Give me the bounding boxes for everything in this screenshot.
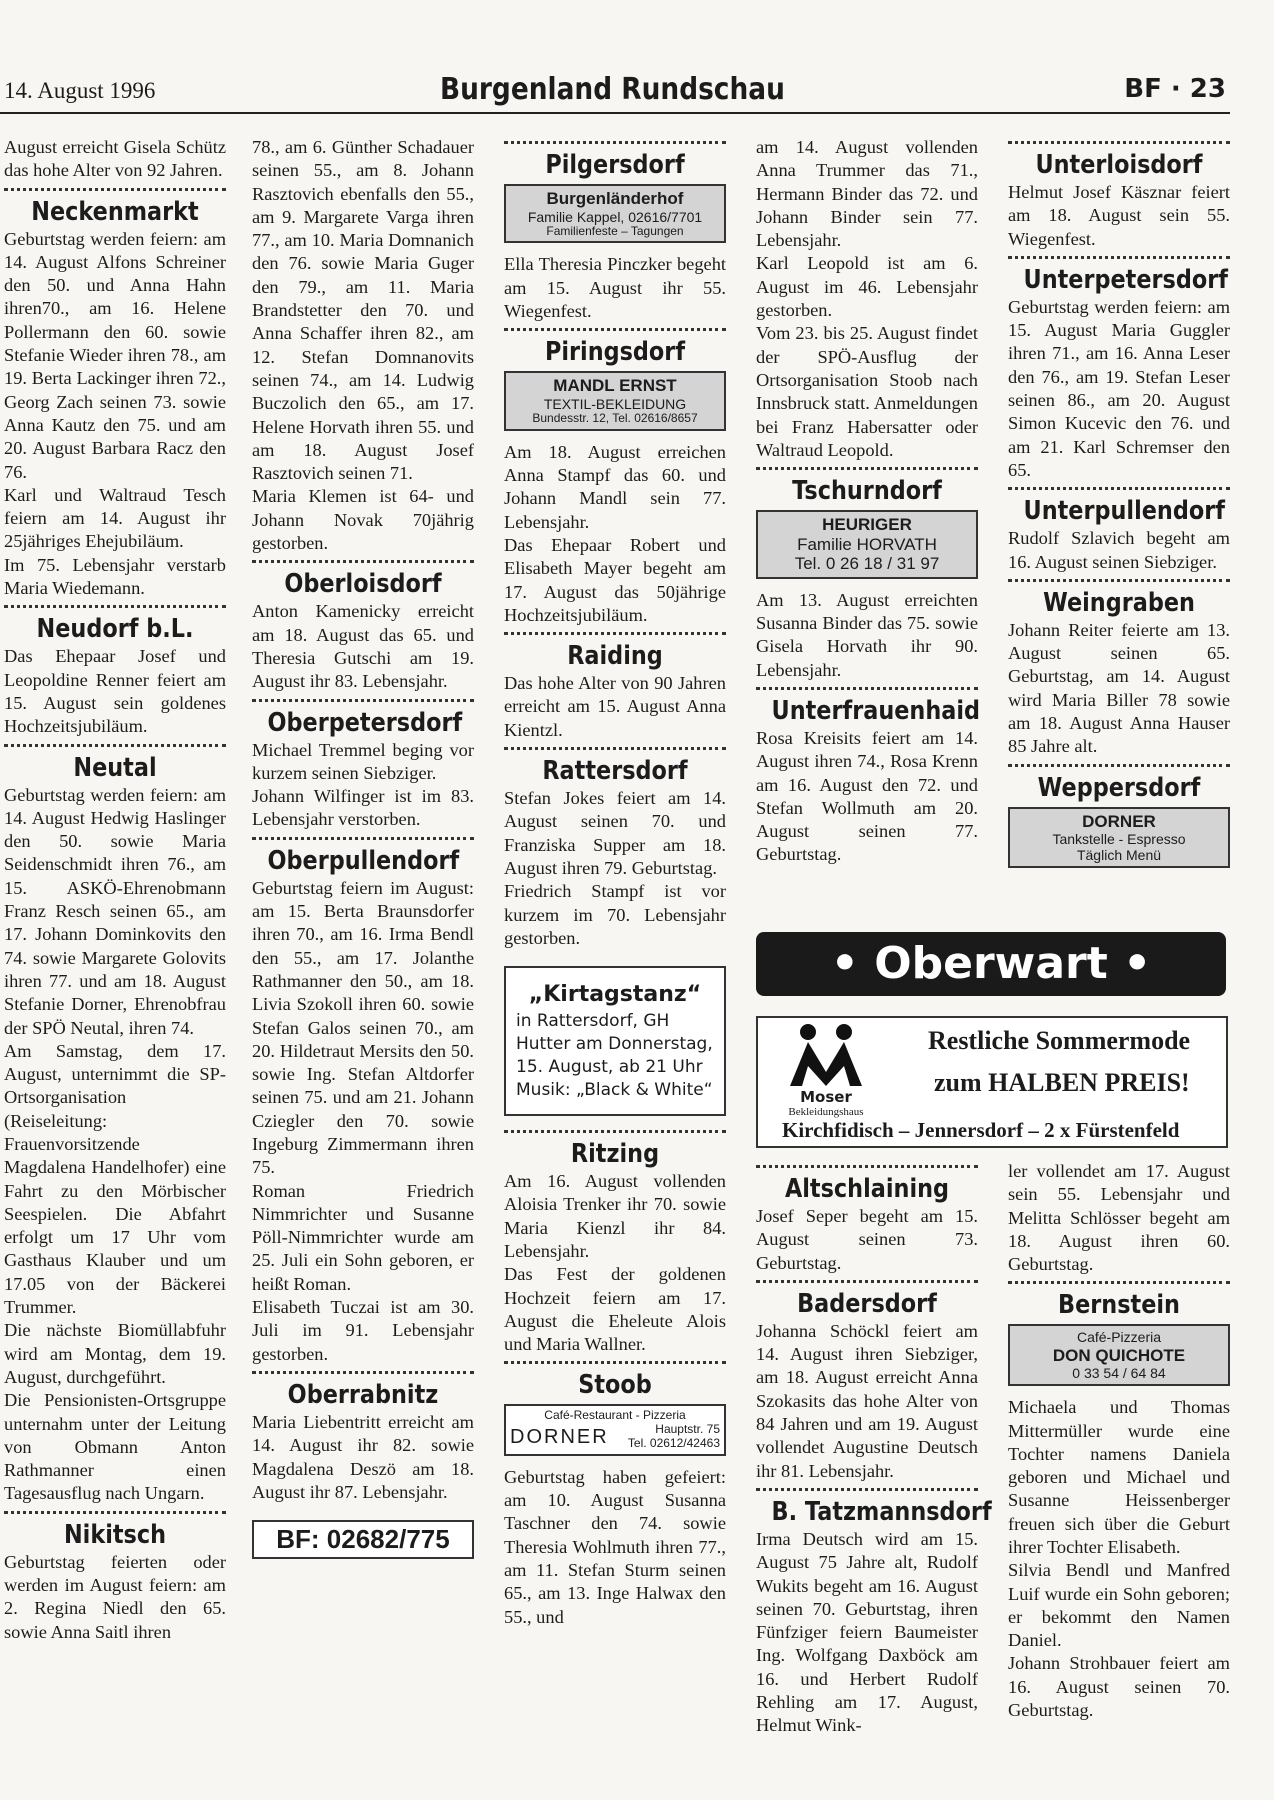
ad-line: MANDL ERNST — [553, 376, 677, 396]
dotted-divider — [756, 1165, 978, 1168]
article-text: August erreicht Gisela Schütz das hohe Alter von 92 Jahren. — [4, 137, 226, 181]
ad-line: TEXTIL-BEKLEIDUNG — [543, 395, 687, 412]
oberwart-banner: • Oberwart • — [756, 932, 1226, 996]
town-heading-unterpullendorf: Unterpullendorf — [1023, 496, 1225, 527]
moser-brand: Moser — [800, 1088, 852, 1106]
ad-don-quichote — [1008, 1324, 1230, 1386]
article-text: Am 16. August vollenden Aloisia Trenker ihr 70. sowie Maria Kienzl ihr 84. Lebensjahr. — [504, 1171, 726, 1261]
bf-phone-box: BF: 02682/775 — [252, 1520, 474, 1559]
column-2 — [252, 136, 474, 1559]
article-text: Irma Deutsch wird am 15. August 75 Jahre alt, Rudolf Wukits begeht am 16. August seinen 70. Geburtstag, ihren Fünfziger feiern Baumeister Ing. Wolfgang Daxböck am 16. und Herbert Rudolf Rehling am 17. August, Helmut Wink- — [756, 1528, 978, 1736]
article-text: Maria Klemen ist 64- und Johann Novak 70jährig gestorben. — [252, 486, 474, 554]
town-heading-neckenmarkt: Neckenmarkt — [31, 196, 199, 227]
ad-line: Café-Restaurant - Pizzeria — [544, 1408, 686, 1423]
ad-line: Täglich Menü — [1076, 847, 1162, 864]
town-heading-oberrabnitz: Oberrabnitz — [287, 1379, 439, 1410]
article-text: Am 13. August erreichten Susanna Binder das 75. sowie Gisela Horvath ihr 90. Lebensjahr. — [756, 589, 978, 680]
town-heading-unterpetersdorf: Unterpetersdorf — [1023, 264, 1228, 295]
ad-heuriger-horvath — [756, 510, 978, 579]
town-heading-weingraben: Weingraben — [1043, 587, 1195, 618]
article-text: Die nächste Biomüllabfuhr wird am Montag, dem 19. August, durchgeführt. — [4, 1320, 226, 1387]
ad-line: DON QUICHOTE — [1052, 1345, 1186, 1365]
article-text: Elisabeth Tuczai ist am 30. Juli im 91. Lebensjahr gestorben. — [252, 1297, 474, 1364]
dotted-divider — [1008, 1281, 1230, 1284]
town-heading-neutal: Neutal — [73, 752, 157, 783]
dotted-divider — [1008, 256, 1230, 259]
article-text: Stefan Jokes feiert am 14. August seinen 70. und Franziska Supper am 18. August ihren 79. Geburtstag. — [504, 788, 726, 878]
article-text: Johann Strohbauer feiert am 16. August seinen 70. Geburtstag. — [1008, 1653, 1230, 1721]
dotted-divider — [504, 747, 726, 750]
town-heading-bernstein: Bernstein — [1058, 1290, 1180, 1321]
dotted-divider — [1008, 141, 1230, 144]
article-text: Friedrich Stampf ist vor kurzem im 70. Lebensjahr gestorben. — [504, 881, 726, 948]
dotted-divider — [756, 1488, 978, 1491]
dotted-divider — [4, 188, 226, 191]
ad-line: Familie Kappel, 02616/7701 — [527, 208, 703, 225]
article-text: Im 75. Lebensjahr verstarb Maria Wiedemann. — [4, 554, 226, 599]
dotted-divider — [756, 467, 978, 470]
newspaper-title: Burgenland Rundschau — [440, 72, 785, 107]
ad-line: Café-Pizzeria — [1076, 1329, 1162, 1346]
town-heading-weppersdorf: Weppersdorf — [1037, 772, 1201, 803]
article-text: Geburtstag feierten oder werden im August feiern: am 2. Regina Niedl den 65. sowie Anna Saitl ihren — [4, 1551, 226, 1642]
ad-line: 0 33 54 / 64 84 — [1072, 1365, 1166, 1382]
article-text: Vom 23. bis 25. August findet der SPÖ-Ausflug der Ortsorganisation Stoob nach Innsbruck statt. Anmeldungen bei Franz Habersatter oder Waltraud Leopold. — [756, 323, 978, 460]
town-heading-oberloisdorf: Oberloisdorf — [284, 569, 442, 600]
town-heading-altschlaining: Altschlaining — [784, 1174, 950, 1204]
town-heading-unterloisdorf: Unterloisdorf — [1035, 150, 1203, 180]
article-text: Rudolf Szlavich begeht am 16. August seinen Siebziger. — [1008, 528, 1230, 572]
ad-line: Familie HORVATH — [797, 534, 937, 554]
ad-line: Tel. 0 26 18 / 31 97 — [794, 554, 940, 574]
kirtag-title: „Kirtagstanz“ — [528, 982, 702, 1008]
moser-line-2: zum HALBEN PREIS! — [934, 1068, 1190, 1097]
dotted-divider — [1008, 764, 1230, 767]
dotted-divider — [504, 328, 726, 331]
ad-line: Hauptstr. 75 — [655, 1422, 720, 1437]
moser-line-3: Kirchfidisch – Jennersdorf – 2 x Fürstenfeld — [782, 1118, 1180, 1142]
column-1 — [4, 136, 226, 1644]
article-text: Roman Friedrich Nimmrichter und Susanne Pöll-Nimmrichter wurde am 25. Juli ein Sohn geboren, er heißt Roman. — [252, 1180, 474, 1294]
column-5-bottom — [1008, 1160, 1230, 1722]
dotted-divider — [252, 837, 474, 840]
ad-logo-text: DORNER — [510, 1425, 609, 1448]
ad-line: Tankstelle - Espresso — [1052, 831, 1186, 848]
article-text: Das Ehepaar Josef und Leopoldine Renner feiert am 15. August sein goldenes Hochzeitsjubiläum. — [4, 646, 226, 737]
dotted-divider — [504, 1130, 726, 1133]
article-text: Am Samstag, dem 17. August, unternimmt die SP-Ortsorganisation (Reiseleitung: Frauenvorsitzende Magdalena Handelhofer) eine Fahrt zu den Mörbischer Seespielen. Die Abfahrt erfolgt um 17 Uhr vom Gasthaus Klauber und um 17.05 von der Bäckerei Trummer. — [4, 1040, 226, 1318]
ad-mandl-ernst — [504, 371, 726, 430]
dotted-divider — [4, 744, 226, 747]
article-text: Josef Seper begeht am 15. August seinen 73. Geburtstag. — [756, 1206, 978, 1273]
ad-burgenlaenderhof — [504, 184, 726, 243]
dotted-divider — [1008, 487, 1230, 490]
dotted-divider — [252, 699, 474, 702]
ad-line: Burgenländerhof — [546, 189, 684, 208]
dotted-divider — [756, 1280, 978, 1283]
article-text: Am 18. August erreichen Anna Stampf das 60. und Johann Mandl sein 77. Lebensjahr. — [504, 441, 726, 532]
article-text: Das Ehepaar Robert und Elisabeth Mayer begeht am 17. August das 50jährige Hochzeitsjubiläum. — [504, 534, 726, 625]
town-heading-stoob: Stoob — [578, 1370, 652, 1401]
dotted-divider — [504, 632, 726, 635]
article-text: Die Pensionisten-Ortsgruppe unternahm unter der Leitung von Obmann Anton Rathmanner einen Tagesausflug nach Ungarn. — [4, 1390, 226, 1504]
article-text: Geburtstag werden feiern: am 14. August Alfons Schreiner den 50. und Anna Hahn ihren70., am 16. Helene Pollermann den 60. sowie Stefanie Wieder ihren 78., am 19. Berta Lackinger ihren 72., Georg Zach seinen 73. sowie Anna Kautz den 75. und am 20. August Barbara Racz den 76. — [4, 228, 226, 482]
article-text: Maria Liebentritt erreicht am 14. August ihr 82. sowie Magdalena Deszö am 18. August ihr 87. Lebensjahr. — [252, 1411, 474, 1502]
moser-brand-sub: Bekleidungshaus — [788, 1106, 864, 1118]
column-4 — [756, 136, 981, 867]
article-text: Rosa Kreisits feiert am 14. August ihren 74., Rosa Krenn am 16. August den 72. und Stefan Wollmuth am 20. August seinen 77. Geburtstag. — [756, 727, 978, 865]
article-text: am 14. August vollenden Anna Trummer das 71., Hermann Binder das 72. und Johann Binder sein 77. Lebensjahr. — [756, 137, 978, 251]
town-heading-tatzmannsdorf: B. Tatzmannsdorf — [771, 1496, 992, 1527]
column-4-bottom — [756, 1160, 992, 1738]
article-text: Karl und Waltraud Tesch feiern am 14. August ihr 25jähriges Ehejubiläum. — [4, 484, 226, 552]
article-text: Ella Theresia Pinczker begeht am 15. August ihr 55. Wiegenfest. — [504, 254, 726, 322]
page-number: BF · 23 — [1124, 74, 1226, 104]
kirtag-ad — [504, 966, 726, 1116]
ad-line: HEURIGER — [822, 515, 912, 535]
town-heading-oberpetersdorf: Oberpetersdorf — [267, 707, 463, 738]
kirtag-text: in Rattersdorf, GH Hutter am Donnerstag, 15. August, ab 21 Uhr — [516, 1011, 713, 1078]
dotted-divider — [504, 141, 726, 144]
column-5 — [1008, 136, 1230, 878]
article-text: Johann Reiter feierte am 13. August seinen 65. Geburtstag, am 14. August wird Maria Biller 78 sowie am 18. August Anna Hauser 85 Jahre alt. — [1008, 619, 1230, 757]
page-header — [0, 70, 1230, 114]
ad-line: Familienfeste – Tagungen — [546, 223, 684, 238]
article-text: ler vollendet am 17. August sein 55. Lebensjahr und Melitta Schlösser begeht am 18. August ihren 60. Geburtstag. — [1008, 1161, 1230, 1275]
dotted-divider — [504, 1361, 726, 1364]
ad-dorner-cafe — [504, 1404, 726, 1455]
town-heading-nikitsch: Nikitsch — [63, 1519, 167, 1550]
town-heading-tschurndorf: Tschurndorf — [792, 476, 942, 507]
article-text: Karl Leopold ist am 6. August im 46. Lebensjahr gestorben. — [756, 253, 978, 321]
dotted-divider — [252, 560, 474, 563]
article-text: Helmut Josef Käsznar feiert am 18. August sein 55. Wiegenfest. — [1008, 182, 1230, 249]
article-text: Geburtstag feiern im August: am 15. Berta Braunsdorfer ihren 70., am 16. Irma Bendl den 55., am 17. Jolanthe Rathmanner den 50., am 18. Livia Szokoll ihren 60. sowie Stefan Galos seinen 70., am 20. Hildetraut Mersits den 50. sowie Ing. Stefan Altdorfer seinen 75. und am 21. Johann Cziegler den 70. sowie Ingeburg Zimmermann ihren 75. — [252, 877, 474, 1178]
town-heading-piringsdorf: Piringsdorf — [544, 337, 686, 368]
column-3 — [504, 136, 726, 1629]
article-text: Geburtstag werden feiern: am 15. August Maria Guggler ihren 71., am 16. Anna Leser den 76., am 19. Stefan Leser seinen 86., am 20. August Simon Kucevic den 76. und am 21. Karl Schremser den 65. — [1008, 296, 1230, 480]
moser-ad — [756, 1016, 1228, 1148]
article-text: Michael Tremmel beging vor kurzem seinen Siebziger. — [252, 739, 474, 783]
article-text: 78., am 6. Günther Schadauer seinen 55., am 8. Johann Rasztovich ebenfalls den 55., am 9. Margarete Varga ihren 77., am 10. Maria Domnanich den 76. sowie Maria Guger den 79., am 11. Maria Brandstetter den 70. und Anna Schaffer ihren 82., am 12. Stefan Domnanovits seinen 74., am 14. Ludwig Buczolich den 65., am 17. Helene Horvath ihren 55. und am 18. August Josef Rasztovich seinen 71. — [252, 137, 474, 484]
article-text: Anton Kamenicky erreicht am 18. August das 65. und Theresia Gutschi am 19. August ihr 83. Lebensjahr. — [252, 601, 474, 692]
article-text: Geburtstag haben gefeiert: am 10. August Susanna Taschner den 74. sowie Theresia Wohlmuth ihren 77., am 11. Stefan Sturm seinen 65., am 13. Inge Halwax den 55., und — [504, 1466, 726, 1627]
town-heading-raiding: Raiding — [567, 641, 663, 672]
town-heading-badersdorf: Badersdorf — [797, 1288, 937, 1319]
moser-line-1: Restliche Sommermode — [928, 1026, 1191, 1055]
article-text: Das hohe Alter von 90 Jahren erreicht am 15. August Anna Kientzl. — [504, 673, 726, 740]
town-heading-neudorf: Neudorf b.L. — [36, 614, 194, 645]
article-text: Michaela und Thomas Mittermüller wurde eine Tochter namens Daniela geboren und Michael und Susanne Heissenberger freuen sich über die Geburt ihrer Tochter Elisabeth. — [1008, 1397, 1230, 1557]
kirtag-music: Musik: „Black & White“ — [516, 1080, 713, 1101]
dotted-divider — [252, 1371, 474, 1374]
ad-line: Bundesstr. 12, Tel. 02616/8657 — [532, 410, 698, 425]
ad-dorner-tankstelle — [1008, 807, 1230, 869]
dotted-divider — [1008, 579, 1230, 582]
moser-logo-icon — [786, 1022, 866, 1088]
town-heading-oberpullendorf: Oberpullendorf — [267, 845, 460, 876]
issue-date: 14. August 1996 — [4, 78, 156, 103]
article-text: Silvia Bendl und Manfred Luif wurde ein Sohn geboren; er bekommt den Namen Daniel. — [1008, 1560, 1230, 1651]
town-heading-pilgersdorf: Pilgersdorf — [545, 150, 685, 180]
dotted-divider — [4, 605, 226, 608]
town-heading-ritzing: Ritzing — [570, 1139, 660, 1170]
dotted-divider — [756, 687, 978, 690]
article-text: Johann Wilfinger ist im 83. Lebensjahr verstorben. — [252, 786, 474, 830]
dotted-divider — [4, 1511, 226, 1514]
article-text: Geburtstag werden feiern: am 14. August Hedwig Haslinger den 50. sowie Maria Seidenschmidt ihren 76., am 15. ASKÖ-Ehrenobmann Franz Resch seinen 65., am 17. Johann Dominkovits den 74. sowie Margarete Golovits ihren 77. und am 18. August Stefanie Dorner, Ehrenobfrau der SPÖ Neutal, ihren 74. — [4, 784, 226, 1038]
town-heading-rattersdorf: Rattersdorf — [542, 756, 688, 787]
article-text: Das Fest der goldenen Hochzeit feiern am 17. August die Eheleute Alois und Maria Wallner. — [504, 1264, 726, 1355]
ad-line: DORNER — [1082, 811, 1156, 831]
article-text: Johanna Schöckl feiert am 14. August ihren Siebziger, am 18. August erreicht Anna Szokasits das hohe Alter von 84 Jahren und am 19. August vollendet Augustine Deutsch ihr 81. Lebensjahr. — [756, 1320, 978, 1481]
town-heading-unterfrauenhaid: Unterfrauenhaid — [771, 695, 981, 726]
ad-line: Tel. 02612/42463 — [627, 1436, 720, 1451]
